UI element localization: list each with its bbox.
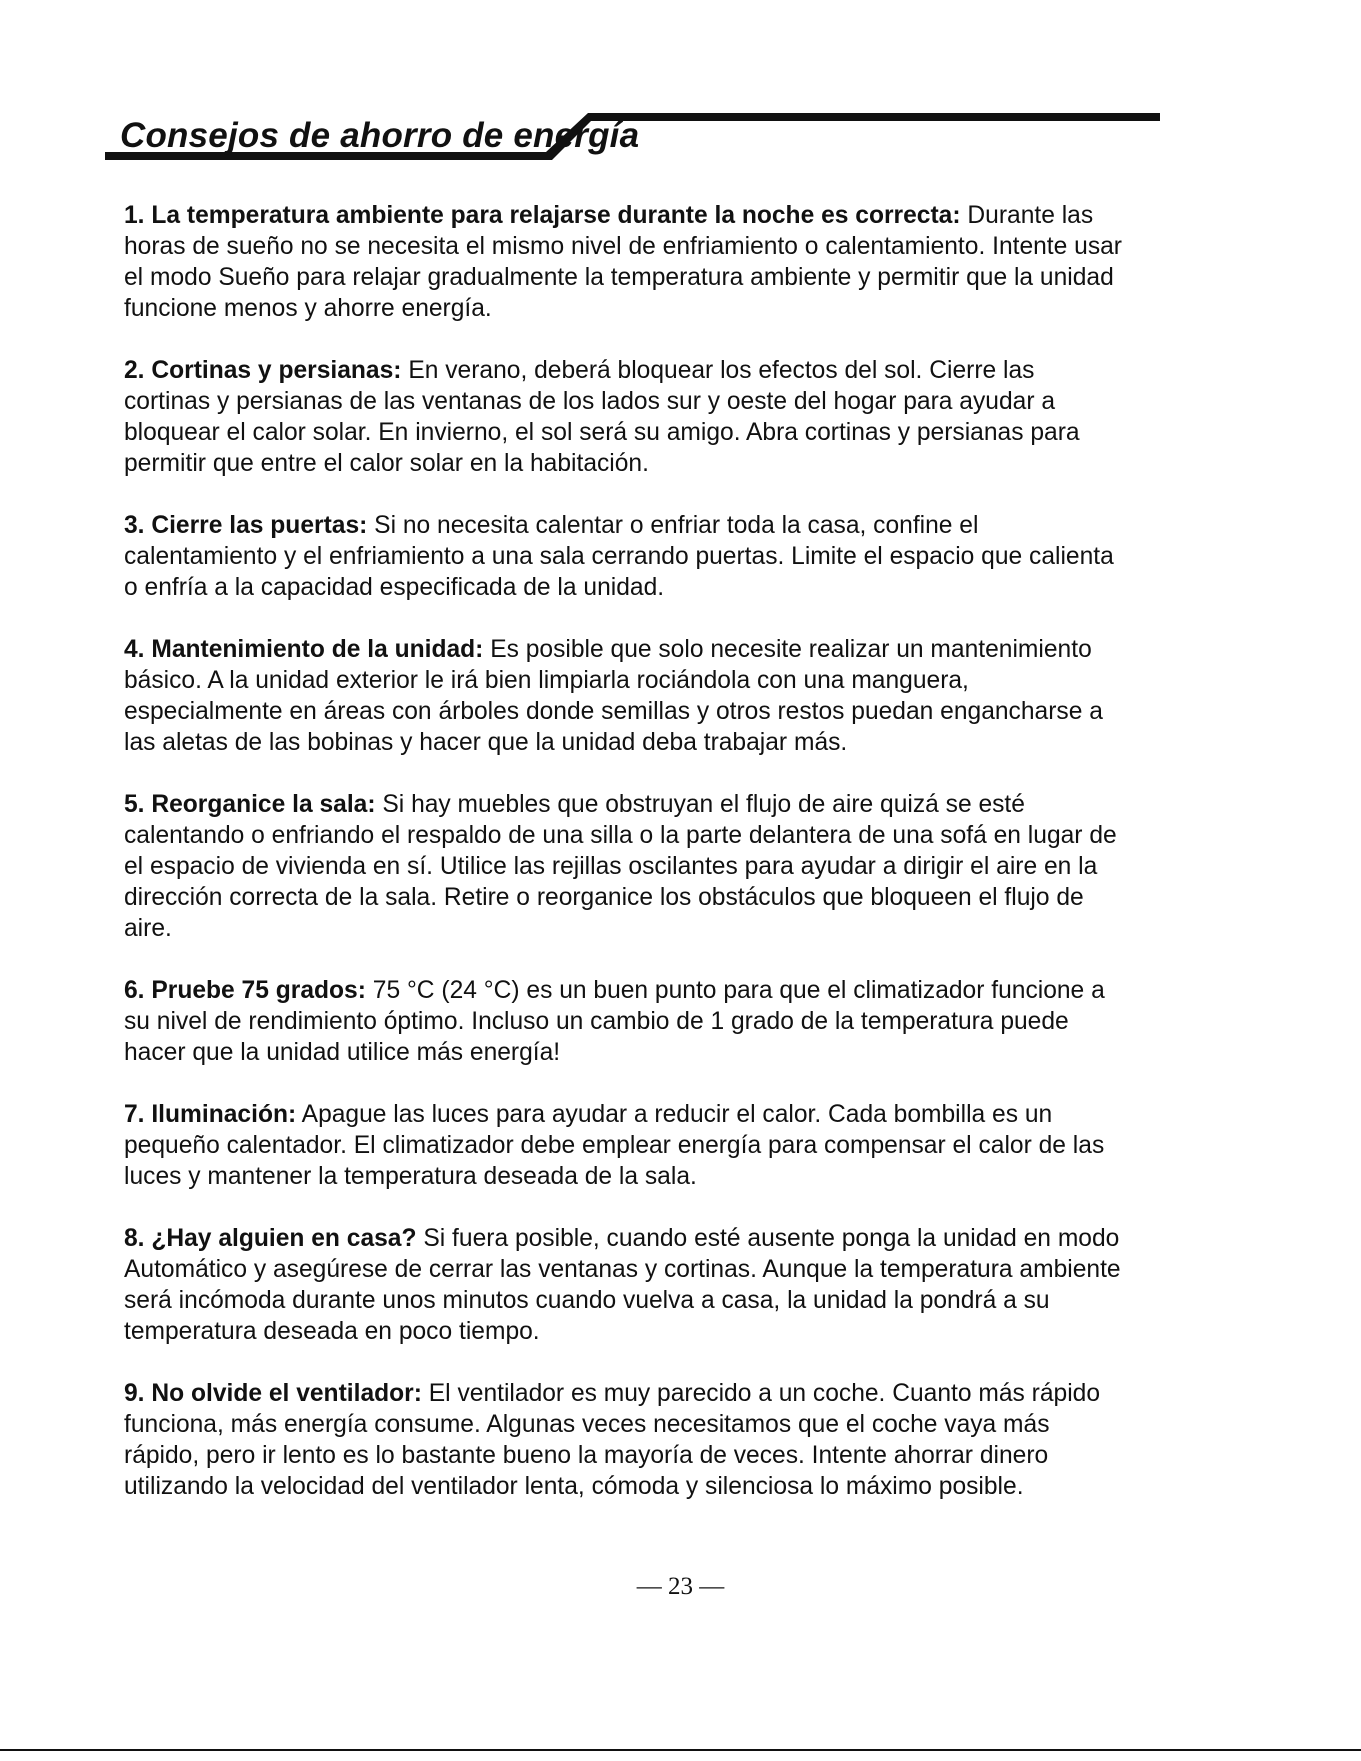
page-number: — 23 —: [636, 1573, 725, 1600]
tip-7: [124, 1099, 1124, 1192]
tip-body: Si fuera posible, cuando esté ausente ponga la unidad en modo Automático y asegúrese de cerrar las ventanas y cortinas. Aunque la temperatura ambiente será incómoda durante unos minutos cuando vuelva a casa, la unidad la pondrá a su temperatura deseada en poco tiempo.: [124, 1225, 1121, 1345]
tip-heading: 5. Reorganice la sala:: [124, 791, 376, 818]
tip-heading: 3. Cierre las puertas:: [124, 512, 368, 539]
tip-8: [124, 1223, 1124, 1347]
tip-4: [124, 634, 1124, 758]
tip-body: Es posible que solo necesite realizar un mantenimiento básico. A la unidad exterior le irá bien limpiarla rociándola con una manguera, especialmente en áreas con árboles donde semillas y otros restos puedan engancharse a las aletas de las bobinas y hacer que la unidad deba trabajar más.: [124, 636, 1103, 756]
tip-body: Si no necesita calentar o enfriar toda la casa, confine el calentamiento y el enfriamiento a una sala cerrando puertas. Limite el espacio que calienta o enfría a la capacidad especificada de la unidad.: [124, 512, 1114, 601]
tip-body: Apague las luces para ayudar a reducir el calor. Cada bombilla es un pequeño calentador. El climatizador debe emplear energía para compensar el calor de las luces y mantener la temperatura deseada de la sala.: [124, 1101, 1105, 1190]
tip-heading: 7. Iluminación:: [124, 1101, 297, 1128]
tip-body: 75 °C (24 °C) es un buen punto para que el climatizador funcione a su nivel de rendimiento óptimo. Incluso un cambio de 1 grado de la temperatura puede hacer que la unidad utilice más energía!: [124, 977, 1105, 1066]
tip-2: [124, 355, 1124, 479]
tip-6: [124, 975, 1124, 1068]
tip-heading: 9. No olvide el ventilador:: [124, 1380, 422, 1407]
tip-body: En verano, deberá bloquear los efectos del sol. Cierre las cortinas y persianas de las ventanas de los lados sur y oeste del hogar para ayudar a bloquear el calor solar. En invierno, el sol será su amigo. Abra cortinas y persianas para permitir que entre el calor solar en la habitación.: [124, 357, 1080, 477]
section-header: [105, 112, 1160, 184]
tip-9: [124, 1378, 1124, 1502]
page-title: Consejos de ahorro de energía: [120, 116, 640, 155]
tip-body: El ventilador es muy parecido a un coche. Cuanto más rápido funciona, más energía consume. Algunas veces necesitamos que el coche vaya más rápido, pero ir lento es lo bastante bueno la mayoría de veces. Intente ahorrar dinero utilizando la velocidad del ventilador lenta, cómoda y silenciosa lo máximo posible.: [124, 1380, 1101, 1500]
scan-bottom-edge-line: [0, 1749, 1361, 1751]
tip-body: Si hay muebles que obstruyan el flujo de aire quizá se esté calentando o enfriando el respaldo de una silla o la parte delantera de una sofá en lugar de el espacio de vivienda en sí. Utilice las rejillas oscilantes para ayudar a dirigir el aire en la dirección correcta de la sala. Retire o reorganice los obstáculos que bloqueen el flujo de aire.: [124, 791, 1117, 942]
tip-heading: 2. Cortinas y persianas:: [124, 357, 402, 384]
tip-3: [124, 510, 1124, 603]
tip-1: [124, 200, 1124, 324]
tip-body: Durante las horas de sueño no se necesita el mismo nivel de enfriamiento o calentamiento. Intente usar el modo Sueño para relajar gradualmente la temperatura ambiente y permitir que la unidad funcione menos y ahorre energía.: [124, 202, 1122, 322]
tip-5: [124, 789, 1124, 944]
tip-heading: 1. La temperatura ambiente para relajarse durante la noche es correcta:: [124, 202, 961, 229]
tip-heading: 8. ¿Hay alguien en casa?: [124, 1225, 417, 1252]
tip-heading: 6. Pruebe 75 grados:: [124, 977, 366, 1004]
tip-heading: 4. Mantenimiento de la unidad:: [124, 636, 484, 663]
energy-tips-list: [124, 200, 1124, 1533]
